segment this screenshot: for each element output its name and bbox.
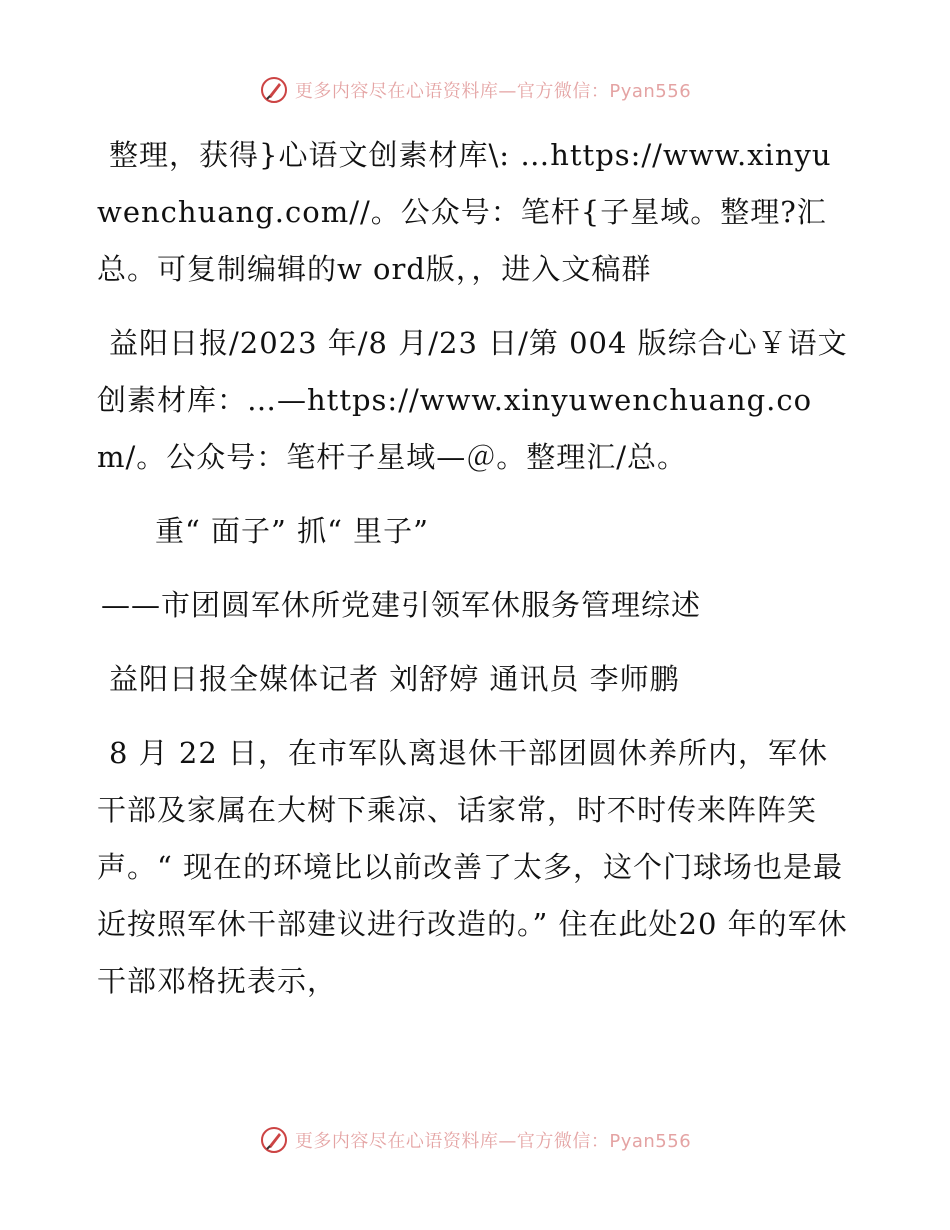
feather-pen-logo-icon (259, 1125, 289, 1155)
article-body-paragraph: 8 月 22 日，在市军队离退休干部团圆休养所内，军休干部及家属在大树下乘凉、话家常，时不时传来阵阵笑声。“ 现在的环境比以前改善了太多，这个门球场也是最近按照军休干部建议进行改造的。” 住在此处20 年的军休干部邓格抚表示， (97, 736, 848, 998)
feather-pen-logo-icon (259, 75, 289, 105)
document-body (97, 127, 857, 1010)
watermark-text: 更多内容尽在心语资料库—官方微信：Pyan556 (294, 1131, 692, 1152)
article-byline: 益阳日报全媒体记者 刘舒婷 通讯员 李师鹏 (109, 662, 680, 696)
watermark-text: 更多内容尽在心语资料库—官方微信：Pyan556 (294, 81, 692, 102)
article-subtitle: ——市团圆军休所党建引领军休服务管理综述 (101, 588, 702, 622)
footer-watermark (0, 1120, 950, 1160)
intro-paragraph: 整理，获得}心语文创素材库\: …https://www.xinyuwenchuang.com//。公众号：笔杆{子星域。整理?汇总。可复制编辑的w ord版，，进入文稿群 (97, 138, 832, 286)
source-paragraph: 益阳日报/2023 年/8 月/23 日/第 004 版综合心￥语文创素材库：…—https://www.xinyuwenchuang.com/。公众号：笔杆子星域—＠。整理汇/总。 (97, 326, 848, 474)
header-watermark (0, 70, 950, 110)
article-title: 重“ 面子” 抓“ 里子” (155, 514, 429, 548)
